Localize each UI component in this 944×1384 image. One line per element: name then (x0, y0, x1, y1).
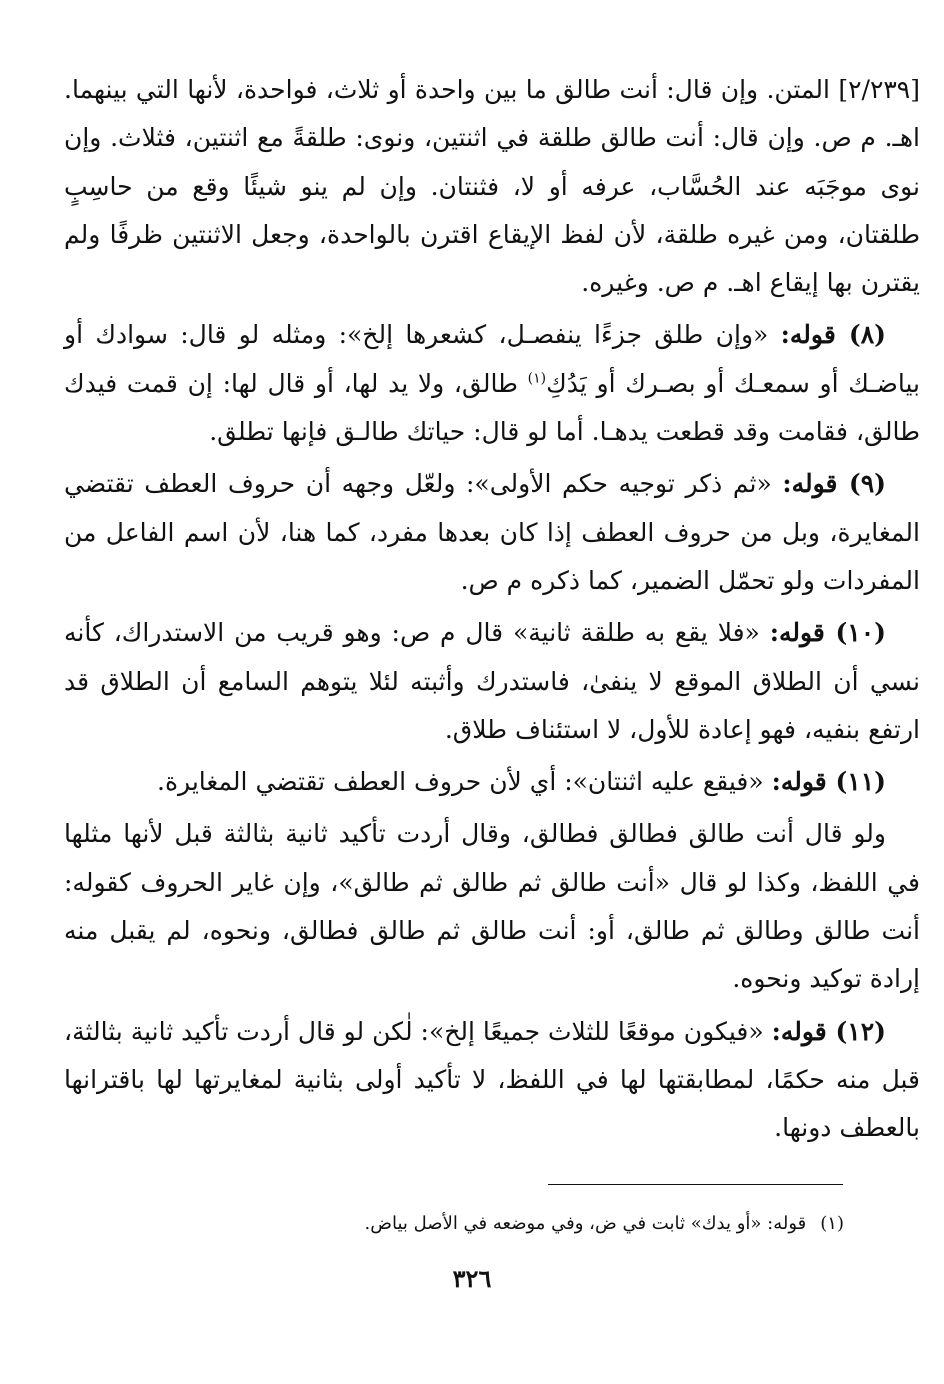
note-label: (٨) قوله: (780, 320, 886, 350)
paragraph-text: «فلا يقع به طلقة ثانية» قال م ص: وهو قريب من الاستدراك، كأنه نسي أن الطلاق الموقع لا ينفىٰ، فاستدرك وأثبته لئلا يتوهم السامع أن الطلاق قد ارتفع بنفيه، فهو إعادة للأول، لا استئناف طلاق. (64, 618, 920, 744)
note-label: (١٠) قوله: (769, 618, 886, 648)
footnote (240, 1207, 844, 1241)
footnote-number: (١) (820, 1213, 844, 1234)
paragraph-note-12 (64, 1008, 920, 1153)
paragraph-text: «ثم ذكر توجيه حكم الأولى»: ولعّل وجهه أن حروف العطف تقتضي المغايرة، وبل من حروف العطف إذا كان بعدها مفرد، كما هنا، لأن اسم الفاعل من المفردات ولو تحمّل الضمير، كما ذكره م ص. (64, 469, 920, 595)
paragraph-text-continued: طالق، ولا يد لها، أو قال لها: إن قمت فيدك طالق، فقامت وقد قطعت يدهـا. أما لو قال: حياتك طالـق فإنها تطلق. (64, 368, 920, 447)
paragraph-text: «فيقع عليه اثنتان»: أي لأن حروف العطف تقتضي المغايرة. (157, 767, 764, 797)
paragraph-text: «فيكون موقعًا للثلاث جميعًا إلخ»: لٰكن لو قال أردت تأكيد ثانية بثالثة، قبل منه حكمًا، لمطابقتها لها في اللفظ، لا تأكيد أولى بثانية لمغايرتها لها باقترانها بالعطف دونها. (64, 1016, 920, 1143)
paragraph-text: المتن. وإن قال: أنت طالق ما بين واحدة أو ثلاث، فواحدة، لأنها التي بينهما. اهـ. م ص. وإن قال: أنت طالق طلقة في اثنتين، ونوى: طلقةً مع اثنتين، فثلاث. وإن نوى موجَبَه عند الحُسَّاب، عرفه أو لا، فثنتان. وإن لم ينو شيئًا وقع من حاسِبٍ طلقتان، ومن غيره طلقة، لأن لفظ الإيقاع اقترن بالواحدة، وجعل الاثنتين ظرفًا ولم يقترن بها إيقاع اهـ. م ص. وغيره. (64, 75, 920, 298)
page-number: ٣٢٦ (452, 1264, 492, 1293)
note-label: (١١) قوله: (771, 767, 886, 797)
paragraph-matn (64, 66, 920, 307)
main-text-body (64, 66, 920, 1157)
paragraph-note-8 (64, 311, 920, 456)
footnote-separator (548, 1184, 843, 1185)
paragraph-note-10 (64, 609, 920, 754)
footnote-marker: (١) (527, 370, 547, 387)
footnote-text: قوله: «أو يدك» ثابت في ض، وفي موضعه في الأصل بياض. (364, 1213, 807, 1234)
paragraph-text: ولو قال أنت طالق فطالق فطالق، وقال أردت تأكيد ثانية بثالثة قبل لأنها مثلها في اللفظ، وكذا لو قال «أنت طالق ثم طالق ثم طالق»، وإن غاير الحروف كقوله: أنت طالق وطالق ثم طالق، أو: أنت طالق ثم طالق فطالق، ونحوه، لم يقبل منه إرادة توكيد ونحوه. (64, 819, 920, 994)
volume-page-reference: [٢/٢٣٩] (838, 75, 920, 104)
paragraph-note-11 (64, 758, 920, 806)
note-label: (١٢) قوله: (771, 1016, 886, 1046)
note-label: (٩) قوله: (782, 469, 886, 499)
paragraph-note-9 (64, 460, 920, 605)
paragraph-text: «وإن طلق جزءًا ينفصـل، كشعرها إلخ»: ومثله لو قال: سوادك أو بياضـك أو سمعـك أو بصـرك أو يَدُكِ (64, 320, 920, 398)
paragraph-note-11-continued (64, 810, 920, 1003)
